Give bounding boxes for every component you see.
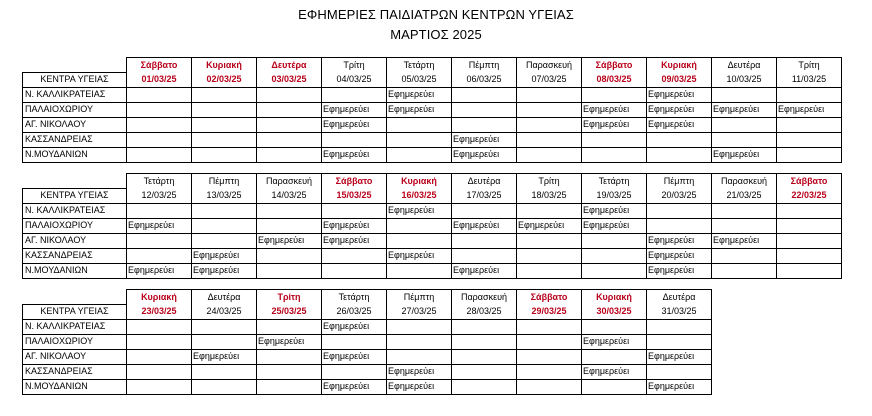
empty-cell [127,349,192,364]
empty-cell [192,87,257,102]
empty-cell [257,379,322,394]
center-row [23,218,842,233]
duty-cell: Εφημερεύει [387,364,452,379]
center-name: Ν. ΚΑΛΛΙΚΡΑΤΕΙΑΣ [23,319,127,334]
empty-cell [452,87,517,102]
empty-cell [192,233,257,248]
duty-cell: Εφημερεύει [322,102,387,117]
empty-cell [712,218,777,233]
empty-cell [127,203,192,218]
date-row [23,304,712,319]
weekday-cell: Κυριακή [582,290,647,305]
weekday-cell: Τετάρτη [322,290,387,305]
schedule-table-3 [22,289,712,395]
weekday-cell: Κυριακή [192,58,257,73]
duty-cell: Εφημερεύει [647,248,712,263]
empty-cell [127,147,192,162]
center-row [23,334,712,349]
date-cell: 17/03/25 [452,188,517,203]
center-row [23,263,842,278]
empty-cell [257,117,322,132]
empty-cell [387,319,452,334]
empty-cell [387,147,452,162]
empty-cell [647,334,712,349]
duty-cell: Εφημερεύει [777,102,842,117]
duty-cell: Εφημερεύει [647,102,712,117]
empty-cell [517,147,582,162]
weekday-cell: Τετάρτη [127,174,192,189]
weekday-cell: Πέμπτη [192,174,257,189]
center-row [23,379,712,394]
empty-cell [777,87,842,102]
empty-cell [322,248,387,263]
duty-cell: Εφημερεύει [582,218,647,233]
empty-cell [192,117,257,132]
center-name: ΠΑΛΑΙΟΧΩΡΙΟΥ [23,334,127,349]
date-cell: 30/03/25 [582,304,647,319]
center-name: Ν.ΜΟΥΔΑΝΙΩΝ [23,147,127,162]
center-name: ΑΓ. ΝΙΚΟΛΑΟΥ [23,117,127,132]
empty-cell [387,218,452,233]
weekday-cell: Σάββατο [322,174,387,189]
duty-cell: Εφημερεύει [582,203,647,218]
weekday-cell: Τρίτη [257,290,322,305]
center-name: Ν. ΚΑΛΛΙΚΡΑΤΕΙΑΣ [23,87,127,102]
weekday-cell: Πέμπτη [647,174,712,189]
duty-cell: Εφημερεύει [192,248,257,263]
empty-cell [647,364,712,379]
empty-cell [582,349,647,364]
empty-cell [387,349,452,364]
empty-cell [192,102,257,117]
date-cell: 09/03/25 [647,72,712,87]
empty-cell [582,87,647,102]
empty-cell [322,132,387,147]
empty-cell [257,248,322,263]
corner-cell [23,290,127,305]
empty-cell [777,218,842,233]
date-cell: 02/03/25 [192,72,257,87]
weekday-row [23,174,842,189]
empty-cell [517,248,582,263]
center-row [23,364,712,379]
empty-cell [127,364,192,379]
empty-cell [452,379,517,394]
empty-cell [127,132,192,147]
center-name: ΑΓ. ΝΙΚΟΛΑΟΥ [23,233,127,248]
duty-cell: Εφημερεύει [582,117,647,132]
duty-cell: Εφημερεύει [322,379,387,394]
empty-cell [582,233,647,248]
empty-cell [647,147,712,162]
date-cell: 15/03/25 [322,188,387,203]
duty-cell: Εφημερεύει [257,334,322,349]
empty-cell [777,147,842,162]
duty-cell: Εφημερεύει [322,117,387,132]
weekday-cell: Παρασκευή [257,174,322,189]
empty-cell [647,319,712,334]
duty-cell: Εφημερεύει [712,102,777,117]
empty-cell [517,132,582,147]
empty-cell [517,334,582,349]
empty-cell [647,132,712,147]
empty-cell [322,364,387,379]
empty-cell [712,117,777,132]
empty-cell [582,132,647,147]
empty-cell [517,364,582,379]
duty-cell: Εφημερεύει [712,147,777,162]
empty-cell [452,117,517,132]
date-cell: 06/03/25 [452,72,517,87]
empty-cell [777,117,842,132]
center-name: ΚΑΣΣΑΝΔΡΕΙΑΣ [23,132,127,147]
duty-cell: Εφημερεύει [452,147,517,162]
weekday-cell: Δευτέρα [712,58,777,73]
duty-cell: Εφημερεύει [322,218,387,233]
empty-cell [517,379,582,394]
duty-cell: Εφημερεύει [647,117,712,132]
date-cell: 12/03/25 [127,188,192,203]
empty-cell [127,117,192,132]
duty-cell: Εφημερεύει [387,248,452,263]
empty-cell [712,203,777,218]
weekday-cell: Τρίτη [322,58,387,73]
duty-cell: Εφημερεύει [647,379,712,394]
empty-cell [452,248,517,263]
corner-cell [23,58,127,73]
empty-cell [777,203,842,218]
empty-cell [127,102,192,117]
empty-cell [257,319,322,334]
weekday-cell: Δευτέρα [257,58,322,73]
duty-cell: Εφημερεύει [712,233,777,248]
date-cell: 14/03/25 [257,188,322,203]
weekday-cell: Τρίτη [777,58,842,73]
empty-cell [452,349,517,364]
weekday-cell: Σάββατο [777,174,842,189]
weekday-cell: Σάββατο [127,58,192,73]
empty-cell [712,87,777,102]
empty-cell [127,233,192,248]
empty-cell [192,132,257,147]
empty-cell [127,248,192,263]
date-cell: 20/03/25 [647,188,712,203]
weekday-cell: Κυριακή [647,58,712,73]
empty-cell [387,233,452,248]
empty-cell [777,233,842,248]
empty-cell [192,218,257,233]
empty-cell [257,349,322,364]
center-row [23,147,842,162]
schedule-table-1 [22,57,842,163]
duty-cell: Εφημερεύει [322,319,387,334]
weekday-cell: Παρασκευή [452,290,517,305]
weekday-cell: Κυριακή [387,174,452,189]
weekday-row [23,290,712,305]
empty-cell [647,203,712,218]
weekday-cell: Δευτέρα [192,290,257,305]
center-name: ΠΑΛΑΙΟΧΩΡΙΟΥ [23,218,127,233]
duty-cell: Εφημερεύει [452,263,517,278]
empty-cell [582,147,647,162]
empty-cell [322,87,387,102]
empty-cell [257,203,322,218]
duty-cell: Εφημερεύει [387,203,452,218]
weekday-cell: Τετάρτη [582,174,647,189]
duty-cell: Εφημερεύει [582,102,647,117]
date-cell: 11/03/25 [777,72,842,87]
empty-cell [257,263,322,278]
weekday-cell: Κυριακή [127,290,192,305]
empty-cell [582,248,647,263]
date-cell: 23/03/25 [127,304,192,319]
center-row [23,319,712,334]
empty-cell [712,132,777,147]
duty-cell: Εφημερεύει [517,218,582,233]
weekday-cell: Σάββατο [582,58,647,73]
empty-cell [517,263,582,278]
duty-cell: Εφημερεύει [322,233,387,248]
duty-cell: Εφημερεύει [647,233,712,248]
date-cell: 28/03/25 [452,304,517,319]
date-cell: 05/03/25 [387,72,452,87]
empty-cell [257,87,322,102]
empty-cell [322,334,387,349]
empty-cell [127,379,192,394]
header-label: ΚΕΝΤΡΑ ΥΓΕΙΑΣ [23,188,127,203]
page-title: ΕΦΗΜΕΡΙΕΣ ΠΑΙΔΙΑΤΡΩΝ ΚΕΝΤΡΩΝ ΥΓΕΙΑΣ [298,7,574,22]
empty-cell [192,334,257,349]
center-name: Ν.ΜΟΥΔΑΝΙΩΝ [23,263,127,278]
duty-cell: Εφημερεύει [192,349,257,364]
center-name: ΚΑΣΣΑΝΔΡΕΙΑΣ [23,248,127,263]
date-cell: 25/03/25 [257,304,322,319]
empty-cell [452,102,517,117]
empty-cell [192,147,257,162]
date-cell: 22/03/25 [777,188,842,203]
date-cell: 13/03/25 [192,188,257,203]
empty-cell [257,147,322,162]
empty-cell [517,319,582,334]
corner-cell [23,174,127,189]
weekday-cell: Δευτέρα [452,174,517,189]
empty-cell [322,263,387,278]
duty-cell: Εφημερεύει [127,218,192,233]
weekday-cell: Τετάρτη [387,58,452,73]
weekday-cell: Πέμπτη [452,58,517,73]
center-row [23,132,842,147]
empty-cell [452,233,517,248]
empty-cell [127,87,192,102]
center-name: ΠΑΛΑΙΟΧΩΡΙΟΥ [23,102,127,117]
empty-cell [712,248,777,263]
center-name: ΚΑΣΣΑΝΔΡΕΙΑΣ [23,364,127,379]
center-row [23,117,842,132]
duty-cell: Εφημερεύει [127,263,192,278]
empty-cell [517,349,582,364]
empty-cell [517,87,582,102]
empty-cell [192,379,257,394]
date-cell: 18/03/25 [517,188,582,203]
empty-cell [647,218,712,233]
center-row [23,87,842,102]
empty-cell [257,364,322,379]
empty-cell [192,203,257,218]
duty-cell: Εφημερεύει [647,87,712,102]
empty-cell [257,102,322,117]
weekday-cell: Παρασκευή [712,174,777,189]
duty-cell: Εφημερεύει [192,263,257,278]
empty-cell [777,263,842,278]
duty-cell: Εφημερεύει [387,102,452,117]
center-row [23,248,842,263]
date-cell: 04/03/25 [322,72,387,87]
date-cell: 08/03/25 [582,72,647,87]
empty-cell [452,364,517,379]
date-cell: 31/03/25 [647,304,712,319]
date-cell: 01/03/25 [127,72,192,87]
duty-cell: Εφημερεύει [322,349,387,364]
empty-cell [517,117,582,132]
empty-cell [387,263,452,278]
empty-cell [517,233,582,248]
center-name: Ν. ΚΑΛΛΙΚΡΑΤΕΙΑΣ [23,203,127,218]
page-subtitle: ΜΑΡΤΙΟΣ 2025 [390,27,482,42]
center-row [23,349,712,364]
date-cell: 27/03/25 [387,304,452,319]
center-row [23,102,842,117]
empty-cell [387,132,452,147]
empty-cell [777,248,842,263]
empty-cell [322,203,387,218]
date-cell: 26/03/25 [322,304,387,319]
empty-cell [452,334,517,349]
empty-cell [387,334,452,349]
center-row [23,233,842,248]
duty-cell: Εφημερεύει [647,263,712,278]
empty-cell [452,203,517,218]
empty-cell [192,319,257,334]
empty-cell [777,132,842,147]
center-name: ΑΓ. ΝΙΚΟΛΑΟΥ [23,349,127,364]
date-row [23,188,842,203]
duty-cell: Εφημερεύει [582,364,647,379]
date-cell: 07/03/25 [517,72,582,87]
duty-cell: Εφημερεύει [452,218,517,233]
schedule-table-2 [22,173,842,279]
empty-cell [582,263,647,278]
center-row [23,203,842,218]
empty-cell [582,319,647,334]
empty-cell [257,132,322,147]
weekday-cell: Σάββατο [517,290,582,305]
empty-cell [452,319,517,334]
empty-cell [387,117,452,132]
empty-cell [517,203,582,218]
date-cell: 29/03/25 [517,304,582,319]
date-cell: 03/03/25 [257,72,322,87]
empty-cell [582,379,647,394]
empty-cell [127,334,192,349]
date-cell: 16/03/25 [387,188,452,203]
duty-cell: Εφημερεύει [582,334,647,349]
duty-cell: Εφημερεύει [387,87,452,102]
date-cell: 10/03/25 [712,72,777,87]
date-row [23,72,842,87]
empty-cell [192,364,257,379]
weekday-cell: Παρασκευή [517,58,582,73]
date-cell: 24/03/25 [192,304,257,319]
weekday-cell: Τρίτη [517,174,582,189]
duty-cell: Εφημερεύει [322,147,387,162]
date-cell: 21/03/25 [712,188,777,203]
duty-cell: Εφημερεύει [452,132,517,147]
weekday-row [23,58,842,73]
empty-cell [127,319,192,334]
date-cell: 19/03/25 [582,188,647,203]
duty-cell: Εφημερεύει [387,379,452,394]
empty-cell [257,218,322,233]
duty-cell: Εφημερεύει [647,349,712,364]
center-name: Ν.ΜΟΥΔΑΝΙΩΝ [23,379,127,394]
weekday-cell: Δευτέρα [647,290,712,305]
header-label: ΚΕΝΤΡΑ ΥΓΕΙΑΣ [23,72,127,87]
weekday-cell: Πέμπτη [387,290,452,305]
empty-cell [517,102,582,117]
header-label: ΚΕΝΤΡΑ ΥΓΕΙΑΣ [23,304,127,319]
empty-cell [712,263,777,278]
duty-cell: Εφημερεύει [257,233,322,248]
